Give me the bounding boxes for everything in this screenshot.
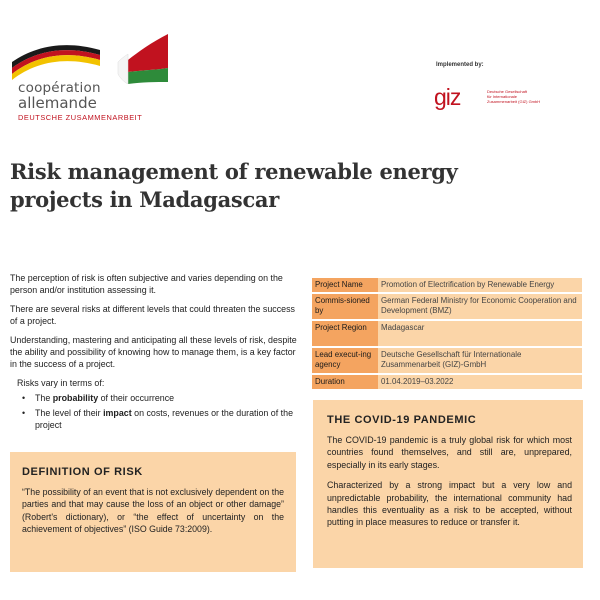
intro-paragraph: The perception of risk is often subjective and varies depending on the person and/or institution assessing it. bbox=[10, 273, 283, 295]
covid-box bbox=[313, 400, 583, 568]
cooperation-allemande-logo bbox=[10, 28, 170, 128]
table-value: Deutsche Gesellschaft für Internationale Zusammenarbeit (GIZ)-GmbH bbox=[378, 348, 582, 373]
covid-heading: THE COVID-19 PANDEMIC bbox=[327, 414, 477, 426]
table-value: Madagascar bbox=[378, 321, 582, 346]
table-value: 01.04.2019–03.2022 bbox=[378, 375, 582, 389]
flag-swoosh-icon bbox=[10, 28, 170, 84]
definition-box bbox=[10, 452, 296, 572]
bullet-icon: • bbox=[22, 393, 26, 403]
giz-sub-line: Zusammenarbeit (GIZ) GmbH bbox=[487, 99, 541, 104]
table-key: Project Name bbox=[312, 278, 378, 292]
definition-heading: DEFINITION OF RISK bbox=[22, 466, 143, 478]
giz-logo: giz bbox=[434, 84, 461, 110]
list-item bbox=[22, 407, 300, 431]
bullet-text: on costs, revenues or the duration of the project bbox=[35, 408, 294, 430]
giz-sub-line: Deutsche Gesellschaft bbox=[487, 89, 528, 94]
table-key: Duration bbox=[312, 375, 378, 389]
risk-bullet-list bbox=[10, 392, 300, 431]
giz-sub-line: für Internationale bbox=[487, 94, 518, 99]
cooperation-logo-line3: DEUTSCHE ZUSAMMENARBEIT bbox=[18, 113, 143, 122]
bullet-bold-text: probability bbox=[52, 393, 99, 403]
intro-paragraph: There are several risks at different levels that could threaten the success of a project. bbox=[10, 304, 295, 326]
cooperation-logo-line2: allemande bbox=[18, 94, 97, 112]
intro-paragraph: Understanding, mastering and anticipating all these levels of risk, despite the ability and possibility of knowing how to manage them, is a key factor in the success of a project. bbox=[10, 335, 297, 369]
definition-text: “The possibility of an event that is not exclusively dependent on the parties and that may cause the loss of an object or other damage” (Robert's dictionary), or “the effect of uncertainty on the achievement of objectives” (ISO Guide 73:2009). bbox=[22, 487, 284, 535]
covid-text bbox=[327, 434, 572, 529]
table-row bbox=[312, 321, 582, 346]
bullet-text: The level of their bbox=[35, 408, 104, 418]
table-row bbox=[312, 278, 582, 292]
risks-intro: Risks vary in terms of: bbox=[17, 378, 105, 388]
table-row bbox=[312, 294, 582, 319]
intro-section bbox=[10, 272, 300, 434]
table-key: Commis-sioned by bbox=[312, 294, 378, 319]
bullet-bold-text: impact bbox=[103, 408, 132, 418]
table-key: Lead execut-ing agency bbox=[312, 348, 378, 373]
page-title: Risk management of renewable energy projects in Madagascar bbox=[10, 159, 458, 212]
giz-logo-subtitle bbox=[487, 89, 547, 104]
table-value: Promotion of Electrification by Renewable Energy bbox=[378, 278, 582, 292]
bullet-text: of their occurrence bbox=[98, 393, 175, 403]
project-info-table bbox=[312, 276, 582, 391]
table-row bbox=[312, 348, 582, 373]
table-row bbox=[312, 375, 582, 389]
covid-paragraph: Characterized by a strong impact but a very low and unpredictable probability, the international community had handles this eventuality as a risk to be accepted, without putting in place measures to reduce or transfer it. bbox=[327, 480, 572, 528]
cooperation-logo-line1: coopération bbox=[18, 80, 101, 96]
table-value: German Federal Ministry for Economic Cooperation and Development (BMZ) bbox=[378, 294, 582, 319]
bullet-text: The bbox=[35, 393, 53, 403]
bullet-icon: • bbox=[22, 408, 26, 418]
list-item bbox=[22, 392, 300, 404]
covid-paragraph: The COVID-19 pandemic is a truly global risk for which most countries found themselves, and still are, unprepared, especially in its early stages. bbox=[327, 435, 572, 470]
table-key: Project Region bbox=[312, 321, 378, 346]
implemented-by-label: Implemented by: bbox=[436, 62, 484, 68]
